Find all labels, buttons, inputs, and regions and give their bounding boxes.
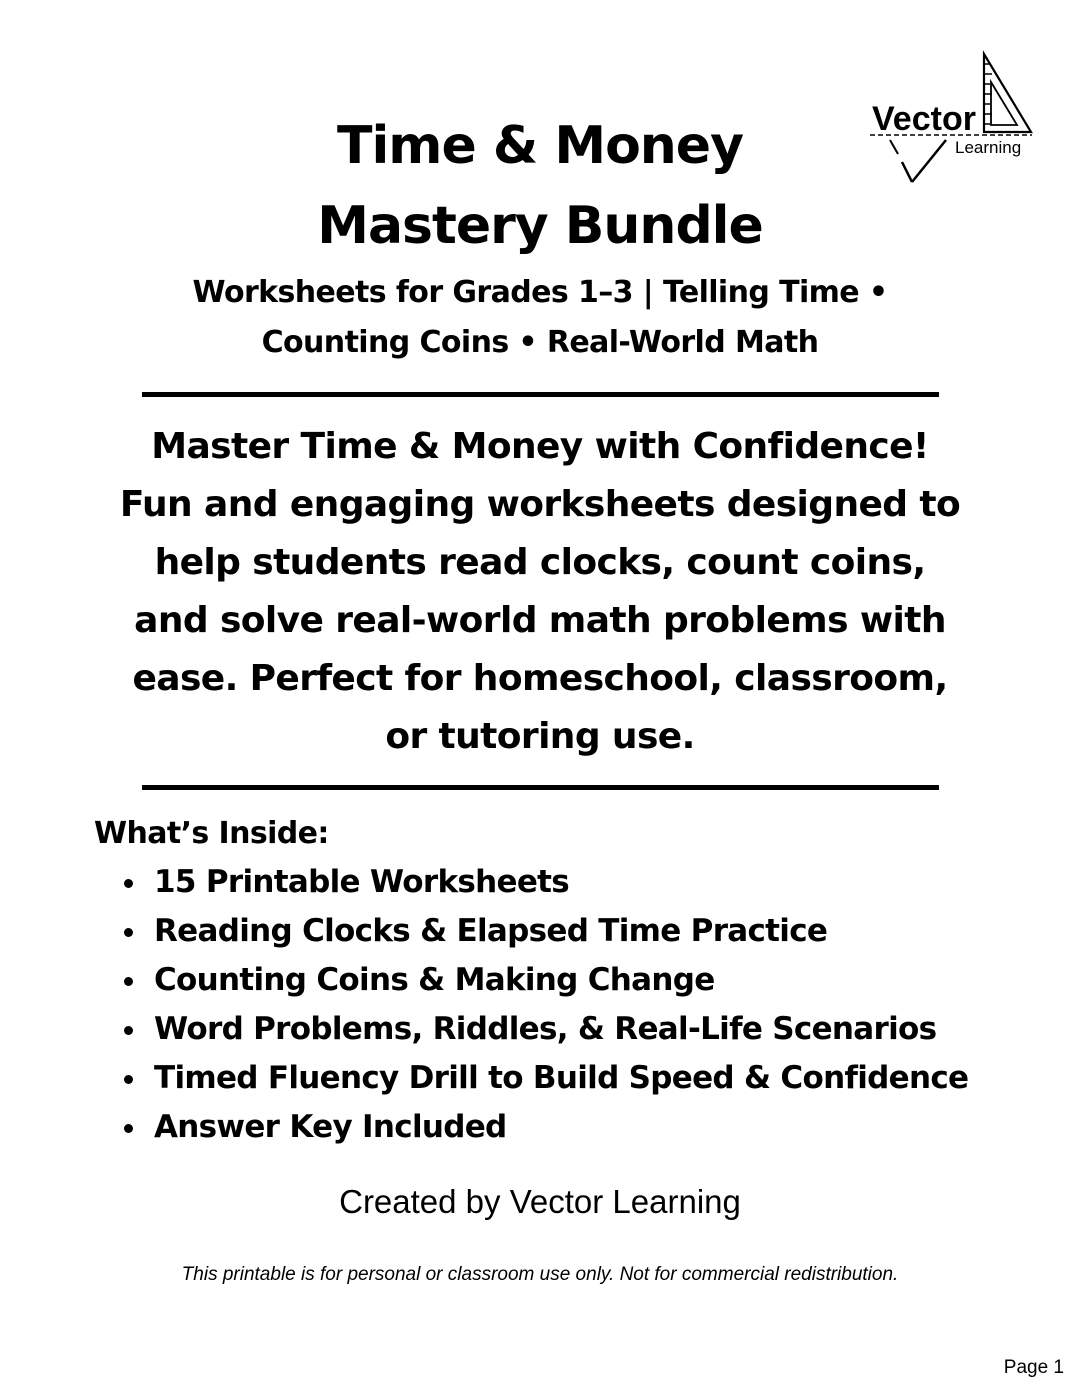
bullet-icon [124, 977, 133, 986]
list-item: Timed Fluency Drill to Build Speed & Confidence [118, 1054, 968, 1103]
title-line-1: Time & Money [337, 116, 743, 176]
divider-top [142, 392, 939, 397]
usage-notice: This printable is for personal or classroom use only. Not for commercial redistribution. [181, 1264, 899, 1285]
description-blurb [70, 418, 1010, 766]
blurb-line: and solve real-world math problems with [134, 600, 946, 641]
page-title [0, 106, 1080, 266]
list-item: Word Problems, Riddles, & Real-Life Scenarios [118, 1005, 968, 1054]
divider-bottom [142, 785, 939, 790]
blurb-line: ease. Perfect for homeschool, classroom, [132, 658, 948, 699]
svg-text:Vector: Vector [872, 100, 976, 138]
list-item: Counting Coins & Making Change [118, 956, 968, 1005]
bullet-icon [124, 1026, 133, 1035]
bullet-icon [124, 879, 133, 888]
list-item: Answer Key Included [118, 1103, 968, 1152]
blurb-line: or tutoring use. [385, 716, 695, 757]
page-number: Page 1 [1003, 1357, 1064, 1378]
blurb-line: Fun and engaging worksheets designed to [119, 484, 961, 525]
creator-credit: Created by Vector Learning [339, 1183, 741, 1220]
blurb-line: help students read clocks, count coins, [154, 542, 926, 583]
bullet-icon [124, 1075, 133, 1084]
subtitle-line-1: Worksheets for Grades 1–3 | Telling Time • [192, 275, 888, 310]
list-item: Reading Clocks & Elapsed Time Practice [118, 907, 968, 956]
bullet-icon [124, 1124, 133, 1133]
page-subtitle [0, 268, 1080, 368]
whats-inside-list [118, 858, 968, 1152]
svg-text:Learning: Learning [955, 138, 1022, 157]
title-line-2: Mastery Bundle [317, 196, 763, 256]
subtitle-line-2: Counting Coins • Real-World Math [261, 325, 819, 360]
blurb-line: Master Time & Money with Confidence! [151, 426, 929, 467]
list-item: 15 Printable Worksheets [118, 858, 968, 907]
whats-inside-heading: What’s Inside: [94, 816, 329, 851]
bullet-icon [124, 928, 133, 937]
